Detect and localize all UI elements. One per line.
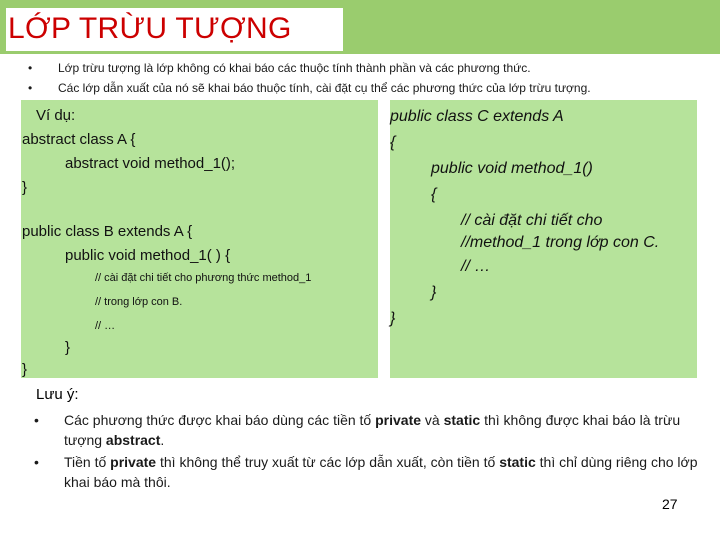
- example-label: Ví dụ:: [36, 107, 76, 124]
- note-text: Các phương thức được khai báo dùng các tiền tố private và static thì không được khai báo là trừu tượng abstract.: [64, 412, 681, 448]
- code-line: }: [431, 284, 437, 301]
- code-comment: // trong lớp con B.: [95, 296, 183, 308]
- page-number: 27: [662, 496, 678, 512]
- note-item: [34, 410, 704, 450]
- intro-bullet: [28, 78, 718, 98]
- code-line: public class C extends A: [390, 108, 564, 125]
- intro-bullet: [28, 58, 718, 78]
- code-comment: // cài đặt chi tiết cho phương thức method_1: [95, 272, 312, 284]
- note-list: [34, 410, 704, 494]
- intro-bullet-text: Các lớp dẫn xuất của nó sẽ khai báo thuộc tính, cài đặt cụ thể các phương thức của lớp trừu tượng.: [58, 81, 591, 95]
- code-line: public class B extends A {: [22, 223, 193, 240]
- bullet-icon: •: [28, 61, 33, 75]
- code-line: abstract class A {: [22, 131, 136, 148]
- code-line: }: [22, 179, 28, 196]
- code-line: public void method_1( ) {: [65, 247, 231, 264]
- intro-bullets: [28, 58, 718, 98]
- code-comment: // …: [95, 320, 116, 332]
- code-line: }: [22, 361, 28, 378]
- code-line: public void method_1(): [431, 160, 593, 177]
- slide-title: LỚP TRỪU TƯỢNG: [8, 12, 292, 45]
- code-line: }: [390, 310, 396, 327]
- code-line: {: [390, 134, 396, 151]
- code-line: }: [65, 339, 71, 356]
- bullet-icon: •: [34, 454, 39, 470]
- code-comment: //method_1 trong lớp con C.: [461, 234, 660, 251]
- code-comment: // …: [461, 258, 491, 275]
- code-line: abstract void method_1();: [65, 155, 236, 172]
- bullet-icon: •: [34, 412, 39, 428]
- code-comment: // cài đặt chi tiết cho: [461, 212, 603, 229]
- note-item: [34, 452, 704, 492]
- note-text: Tiền tố private thì không thể truy xuất từ các lớp dẫn xuất, còn tiền tố static thì chỉ dùng riêng cho lớp khai báo mà thôi.: [64, 454, 698, 490]
- code-line: {: [431, 186, 437, 203]
- note-title: Lưu ý:: [36, 386, 79, 403]
- intro-bullet-text: Lớp trừu tượng là lớp không có khai báo các thuộc tính thành phần và các phương thức.: [58, 61, 531, 75]
- bullet-icon: •: [28, 81, 33, 95]
